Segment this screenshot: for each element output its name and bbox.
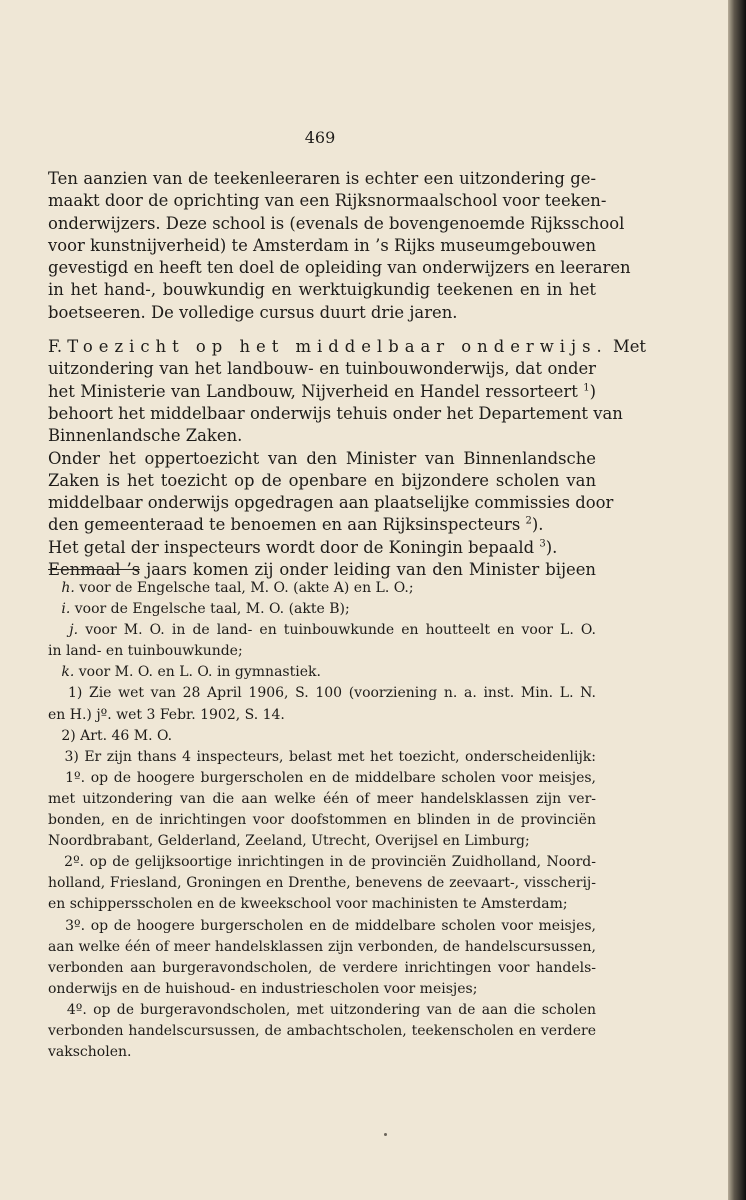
footnote-line: 3º. op de hoogere burgerscholen en de middelbare scholen voor meisjes, (65, 917, 596, 934)
footnote-line: en schippersscholen en de kweekschool voor machinisten te Amsterdam; (48, 896, 568, 913)
footnote-line: holland, Friesland, Groningen en Drenthe, benevens de zeevaart-, visscherij- (48, 875, 596, 892)
section-heading-rest: Met (612, 337, 647, 357)
footnote-line: en H.) jº. wet 3 Febr. 1902, S. 14. (48, 706, 285, 723)
page-edge-shadow (728, 0, 746, 1200)
body-line: maakt door de oprichting van een Rijksnormaalschool voor teeken- (48, 191, 607, 211)
body-line: gevestigd en heeft ten doel de opleiding van onderwijzers en leeraren (48, 258, 631, 278)
section-heading: Toezicht op het middelbaar onderwijs. (67, 337, 608, 357)
body-line: Onder het oppertoezicht van den Minister van Binnenlandsche (48, 448, 596, 468)
footnote-line: 1) Zie wet van 28 April 1906, S. 100 (voorziening n. a. inst. Min. L. N. (67, 685, 596, 702)
footnote-line: 4º. op de burgeravondscholen, met uitzondering van de aan die scholen (66, 1001, 596, 1018)
footnote-line: in land- en tuinbouwkunde; (48, 643, 243, 660)
body-line: Zaken is het toezicht op de openbare en bijzondere scholen van (48, 470, 596, 490)
footnote-line: onderwijs en de huishoud- en industriescholen voor meisjes; (48, 980, 478, 997)
body-line: Eenmaal ’s jaars komen zij onder leiding van den Minister bijeen (48, 560, 596, 580)
section-f-heading-line (48, 336, 647, 358)
footnote-line: 2) Art. 46 M. O. (61, 727, 173, 744)
footnote-ref: 2 (525, 515, 532, 527)
body-text (48, 168, 647, 581)
footnote-line: 3) Er zijn thans 4 inspecteurs, belast met het toezicht, onderscheidenlijk: (64, 748, 597, 765)
footnote-line: vakscholen. (48, 1044, 132, 1061)
body-line: voor kunstnijverheid) te Amsterdam in ’s Rijks museumgebouwen (48, 235, 596, 255)
footnote-rule (48, 569, 140, 570)
body-line: onderwijzers. Deze school is (evenals de bovengenoemde Rijksschool (48, 213, 625, 233)
footnote-line: 1º. op de hoogere burgerscholen en de middelbare scholen voor meisjes, (65, 769, 596, 786)
footnote-line: 2º. op de gelijksoortige inrichtingen in de provinciën Zuidholland, Noord- (64, 854, 596, 871)
body-line: uitzondering van het landbouw- en tuinbouwonderwijs, dat onder (48, 359, 596, 379)
body-line: Het getal der inspecteurs wordt door de Koningin bepaald $^3$). (48, 537, 558, 557)
body-line: behoort het middelbaar onderwijs tehuis onder het Departement van (48, 403, 623, 423)
footnote-line: verbonden aan burgeravondscholen, de verdere inrichtingen voor handels- (48, 959, 596, 976)
body-line: middelbaar onderwijs opgedragen aan plaatselijke commissies door (48, 493, 614, 513)
body-line: Binnenlandsche Zaken. (48, 426, 243, 446)
section-label: F. (48, 337, 63, 357)
footnote-line: verbonden handelscursussen, de ambachtscholen, teekenscholen en verdere (48, 1022, 596, 1039)
body-line: het Ministerie van Landbouw, Nijverheid en Handel ressorteert $^1$) (48, 381, 596, 401)
footnotes (48, 578, 596, 1063)
footnote-ref: 1 (583, 382, 590, 394)
footnote-line: i. voor de Engelsche taal, M. O. (akte B); (61, 601, 350, 618)
footnote-line: met uitzondering van die aan welke één of meer handelsklassen zijn ver- (48, 790, 596, 807)
footnote-ref: 3 (539, 538, 546, 550)
body-line-text: het Ministerie van Landbouw, Nijverheid en Handel ressorteert (48, 381, 578, 401)
footnote-line: j. voor M. O. in de land- en tuinbouwkunde en houtteelt en voor L. O. (69, 622, 596, 639)
body-line: Ten aanzien van de teekenleeraren is echter een uitzondering ge- (48, 169, 596, 188)
footnote-line: bonden, en de inrichtingen voor doofstommen en blinden in de provinciën (48, 812, 596, 829)
footnote-line: Noordbrabant, Gelderland, Zeeland, Utrecht, Overijsel en Limburg; (48, 833, 530, 850)
footnote-line: aan welke één of meer handelsklassen zijn verbonden, de handelscursussen, (48, 938, 596, 955)
body-line: boetseeren. De volledige cursus duurt drie jaren. (48, 302, 458, 322)
page-number: 469 (304, 128, 336, 147)
body-line: in het hand-, bouwkundig en werktuigkundig teekenen en in het (48, 280, 596, 300)
paper-speck (384, 1133, 387, 1136)
body-line: den gemeenteraad te benoemen en aan Rijksinspecteurs $^2$). (48, 515, 544, 535)
footnote-line: k. voor M. O. en L. O. in gymnastiek. (61, 664, 321, 681)
footnote-line: h. voor de Engelsche taal, M. O. (akte A) en L. O.; (61, 580, 414, 596)
